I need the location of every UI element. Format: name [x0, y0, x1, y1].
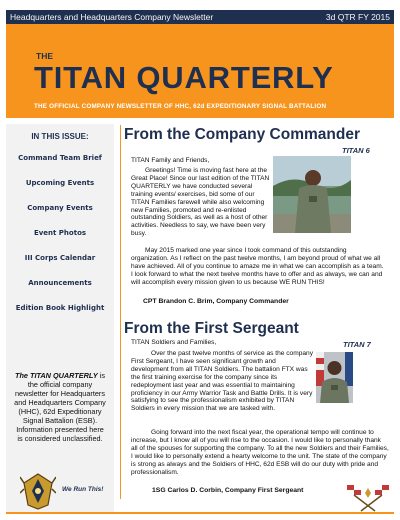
masthead-the: THE: [36, 51, 53, 61]
commander-paragraph-1: Greetings! Time is moving fast here at the Great Place! Since our last edition of the TITAN QUARTERLY we have conducted several training events/ exercises, bid some of our TITAN Families farewell while also welcoming new Families, promoted and re-enlisted outstanding Soldiers, as well as a host of other activities. Needless to say, we have been very busy.: [131, 167, 270, 238]
contents-list: [6, 146, 114, 321]
top-band: [6, 10, 394, 24]
commander-signature: CPT Brandon C. Brim, Company Commander: [143, 298, 289, 305]
first-sergeant-photo: [316, 352, 353, 403]
commander-tag: TITAN 6: [342, 146, 370, 155]
issue-quarter-label: 3d QTR FY 2015: [325, 12, 390, 22]
sidebar-heading: IN THIS ISSUE:: [31, 132, 89, 141]
contents-item: Command Team Brief: [18, 154, 102, 162]
contents-item: Company Events: [27, 204, 93, 212]
commander-greeting: TITAN Family and Friends,: [131, 157, 210, 164]
sidebar: [6, 124, 114, 514]
about-text: is the official company newsletter for Headquarters and Headquarters Company (HHC), 62d Expeditionary Signal Battalion (ESB). Information presented here is considered unclassified.: [14, 371, 106, 443]
first-sergeant-tag: TITAN 7: [343, 340, 371, 349]
first-sergeant-greeting: TITAN Soldiers and Families,: [131, 339, 217, 346]
first-sergeant-heading: From the First Sergeant: [124, 320, 299, 337]
masthead: [6, 24, 394, 118]
first-sergeant-paragraph-1: Over the past twelve months of service as the company First Sergeant, I have seen significant growth and development from all TITAN Soldiers. The battalion FTX was the first training exercise for the company since its redeployment last year and was essential to maintaining proficiency in our Army Warrior Task and Battle Drills. It is very satisfying to see the professionalism exhibited by TITAN Soldiers in every mission that we are tasked with.: [131, 350, 313, 413]
first-sergeant-paragraph-2: Going forward into the next fiscal year, the operational tempo will continue to increase, but I know all of you will rise to the occasion. I would like to personally thank all of the spouses for supporting the company. To all the new Soldiers and their Families, I would like to personally extend a hearty welcome to the unit. The state of the company is strong as always and the Soldiers of HHC, 62d ESB will do our duty with pride and professionalism.: [131, 429, 389, 476]
contents-item: Edition Book Highlight: [15, 304, 105, 312]
contents-item: III Corps Calendar: [24, 254, 96, 262]
commander-photo: [273, 156, 351, 233]
newsletter-title: TITAN QUARTERLY: [34, 60, 334, 95]
contents-item: Event Photos: [33, 229, 87, 237]
newsletter-subtitle: THE OFFICIAL COMPANY NEWSLETTER OF HHC, 62d EXPEDITIONARY SIGNAL BATTALION: [34, 103, 327, 110]
contents-item: Upcoming Events: [25, 179, 95, 187]
about-lead: The TITAN QUARTERLY: [14, 371, 98, 380]
unit-motto: We Run This!: [62, 486, 104, 493]
commander-paragraph-2: May 2015 marked one year since I took command of this outstanding organization. As I reflect on the past twelve months, I am beyond proud of what we all have achieved. All of you continue to amaze me in what we can accomplish as a team. I look forward to what the next twelve months have to offer and as always, we can and will accomplish every mission given to us because WE RUN THIS!: [131, 247, 384, 286]
newsletter-org-label: Headquarters and Headquarters Company Newsletter: [10, 12, 214, 22]
unit-crest-icon: [20, 471, 56, 511]
bottom-rule: [6, 512, 394, 514]
column-divider: [120, 125, 121, 499]
contents-item: Announcements: [28, 279, 92, 287]
signal-corps-emblem-icon: [345, 481, 391, 513]
first-sergeant-signature: 1SG Carlos D. Corbin, Company First Sergeant: [152, 487, 304, 494]
about-box: [14, 371, 106, 443]
commander-heading: From the Company Commander: [124, 126, 360, 143]
